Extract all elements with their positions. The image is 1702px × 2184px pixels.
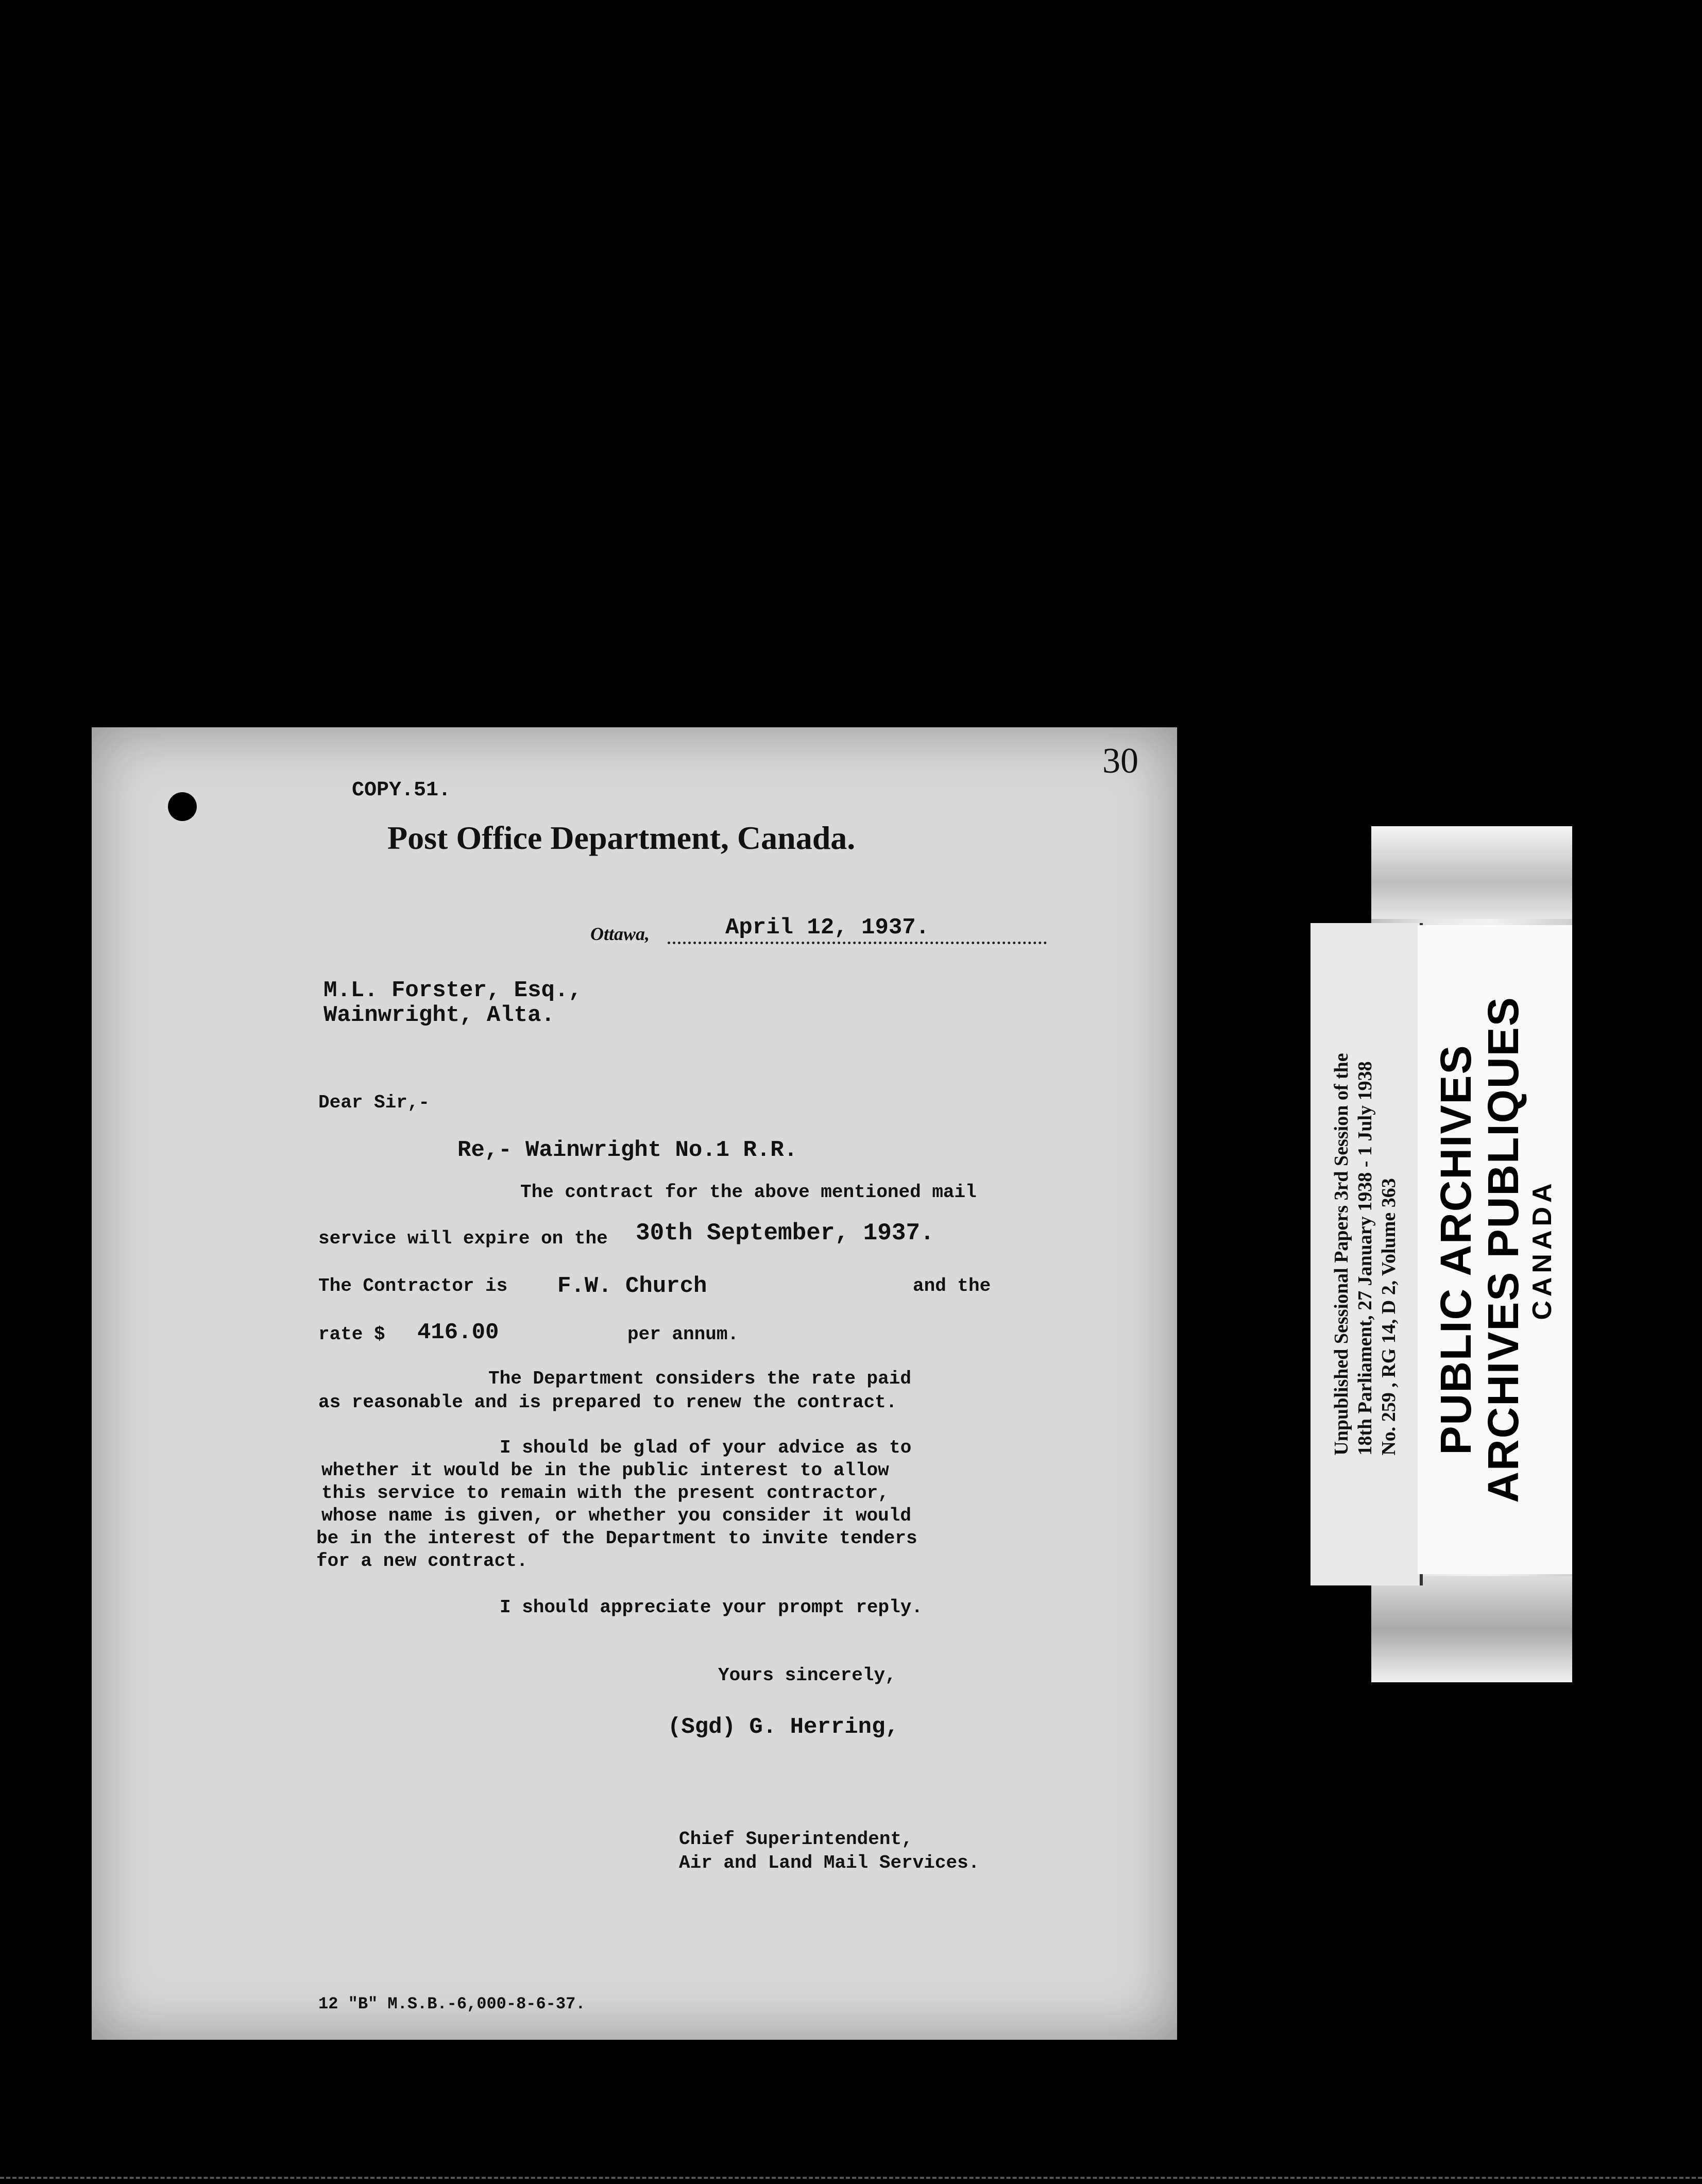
addressee-line-2: Wainwright, Alta. bbox=[324, 1002, 555, 1028]
citation-line-3: No. 259 , RG 14, D 2, Volume 363 bbox=[1378, 1178, 1400, 1456]
place-label: Ottawa, bbox=[590, 924, 650, 944]
paragraph-1-line-2: service will expire on the bbox=[318, 1228, 608, 1249]
archive-tape-bottom bbox=[1371, 1576, 1572, 1682]
archive-tape-top bbox=[1371, 826, 1572, 919]
public-archives-stamp bbox=[1432, 996, 1558, 1503]
signatory-title-line-2: Air and Land Mail Services. bbox=[679, 1852, 980, 1873]
scan-edge-line bbox=[0, 2177, 1702, 2182]
signature-line: (Sgd) G. Herring, bbox=[668, 1714, 899, 1740]
rate-label: rate $ bbox=[318, 1324, 385, 1345]
paragraph-3-line-6: for a new contract. bbox=[316, 1550, 528, 1572]
citation-line-2: 18th Parliament, 27 January 1938 - 1 July 1938 bbox=[1354, 1061, 1376, 1456]
paragraph-1-line-1: The contract for the above mentioned mail bbox=[520, 1182, 977, 1203]
paragraph-3-line-3: this service to remain with the present contractor, bbox=[321, 1482, 889, 1504]
addressee-line-1: M.L. Forster, Esq., bbox=[324, 978, 582, 1003]
public-archives-text: PUBLIC ARCHIVES bbox=[1432, 1044, 1480, 1455]
archives-publiques-text: ARCHIVES PUBLIQUES bbox=[1479, 996, 1527, 1503]
paragraph-3-line-2: whether it would be in the public interest to allow bbox=[321, 1460, 889, 1481]
letter-page bbox=[92, 727, 1177, 2040]
letterhead: Post Office Department, Canada. bbox=[387, 820, 856, 856]
form-code: 12 "B" M.S.B.-6,000-8-6-37. bbox=[318, 1994, 586, 2014]
and-the: and the bbox=[913, 1275, 991, 1296]
copy-mark: COPY.51. bbox=[352, 779, 451, 802]
archive-citation bbox=[1330, 1053, 1401, 1455]
paragraph-2-line-2: as reasonable and is prepared to renew the contract. bbox=[318, 1392, 897, 1413]
salutation: Dear Sir,- bbox=[318, 1092, 430, 1113]
paragraph-3-line-1: I should be glad of your advice as to bbox=[500, 1437, 912, 1458]
public-archives-card bbox=[1418, 925, 1572, 1574]
rate-value: 416.00 bbox=[417, 1320, 499, 1345]
page-number: 30 bbox=[1102, 741, 1138, 781]
punch-hole bbox=[168, 792, 197, 821]
date-line bbox=[668, 915, 1047, 944]
subject-line: Re,- Wainwright No.1 R.R. bbox=[457, 1137, 798, 1163]
letter-date: April 12, 1937. bbox=[725, 915, 930, 941]
paragraph-3-line-5: be in the interest of the Department to invite tenders bbox=[316, 1528, 917, 1549]
paragraph-2-line-1: The Department considers the rate paid bbox=[488, 1368, 911, 1389]
paragraph-4: I should appreciate your prompt reply. bbox=[500, 1597, 923, 1618]
signatory-title-line-1: Chief Superintendent, bbox=[679, 1829, 913, 1850]
expiry-date: 30th September, 1937. bbox=[636, 1220, 934, 1247]
per-annum: per annum. bbox=[627, 1324, 739, 1345]
canada-text: CANADA bbox=[1527, 1179, 1557, 1320]
contractor-label: The Contractor is bbox=[318, 1275, 508, 1296]
citation-line-1: Unpublished Sessional Papers 3rd Session of the bbox=[1331, 1053, 1352, 1456]
archive-citation-label bbox=[1310, 923, 1423, 1585]
closing: Yours sincerely, bbox=[718, 1665, 896, 1686]
paragraph-3-line-4: whose name is given, or whether you consider it would bbox=[321, 1505, 911, 1526]
contractor-name: F.W. Church bbox=[557, 1273, 707, 1299]
